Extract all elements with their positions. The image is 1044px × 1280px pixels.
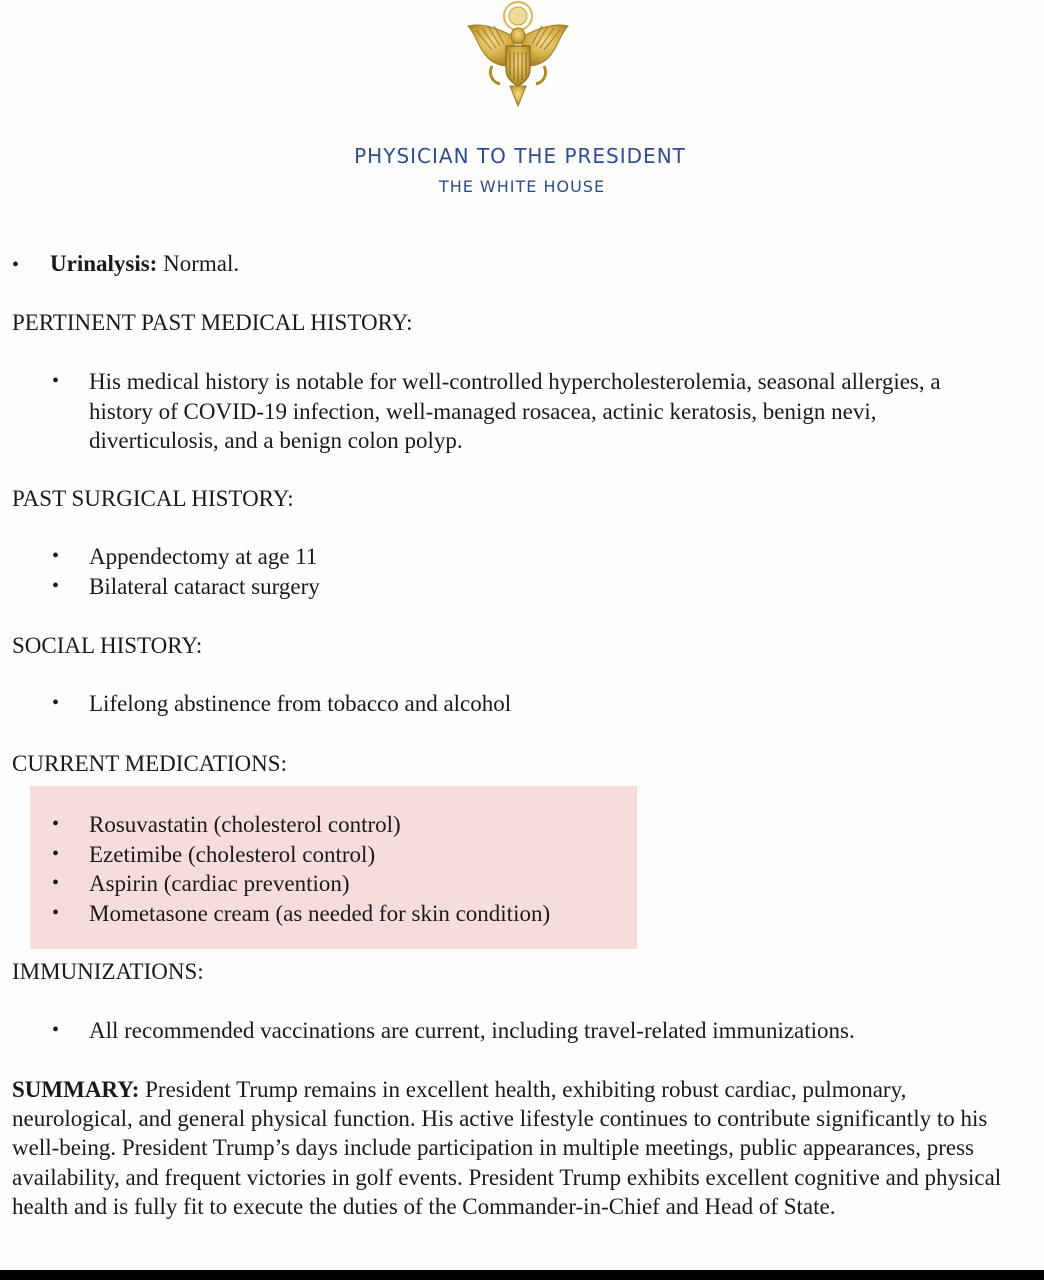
summary-paragraph bbox=[12, 1075, 1022, 1221]
summary-text: President Trump remains in excellent health, exhibiting robust cardiac, pulmonary, neurological, and general physical function. His active lifestyle continues to contribute significantly to his well-being. President Trump’s days include participation in multiple meetings, public appearances, press availability, and frequent victories in golf events. President Trump exhibits excellent cognitive and physical health and is fully fit to execute the duties of the Commander-in-Chief and Head of State. bbox=[12, 1077, 1002, 1219]
list-item: • Ezetimibe (cholesterol control) bbox=[52, 840, 652, 870]
list-item: • Aspirin (cardiac prevention) bbox=[52, 869, 652, 899]
urinalysis-value: Normal. bbox=[163, 251, 240, 276]
list-item: • His medical history is notable for well-controlled hypercholesterolemia, seasonal allergies, a history of COVID-19 infection, well-managed rosacea, actinic keratosis, benign nevi, diverticulosis, and a benign colon polyp. bbox=[52, 367, 942, 456]
bullet: • bbox=[12, 254, 20, 276]
bottom-border bbox=[0, 1270, 1044, 1280]
summary-label: SUMMARY: bbox=[12, 1077, 140, 1102]
list-item: • Appendectomy at age 11 bbox=[52, 542, 952, 572]
list-item: • Mometasone cream (as needed for skin condition) bbox=[52, 899, 652, 929]
current-medications-heading: CURRENT MEDICATIONS: bbox=[12, 751, 287, 776]
current-medications-list bbox=[52, 810, 652, 928]
immunizations-list bbox=[52, 1016, 1012, 1046]
past-medical-history-list bbox=[52, 367, 942, 456]
social-history-list bbox=[52, 689, 952, 719]
social-history-heading: SOCIAL HISTORY: bbox=[12, 633, 203, 658]
past-surgical-history-heading: PAST SURGICAL HISTORY: bbox=[12, 486, 294, 511]
list-item: • Lifelong abstinence from tobacco and alcohol bbox=[52, 689, 952, 719]
list-item: • Rosuvastatin (cholesterol control) bbox=[52, 810, 652, 840]
past-medical-history-heading: PERTINENT PAST MEDICAL HISTORY: bbox=[12, 310, 413, 335]
urinalysis-label: Urinalysis: bbox=[50, 251, 158, 276]
letterhead-title: PHYSICIAN TO THE PRESIDENT bbox=[354, 144, 686, 168]
letterhead-subtitle: THE WHITE HOUSE bbox=[438, 177, 606, 196]
immunizations-heading: IMMUNIZATIONS: bbox=[12, 959, 204, 984]
urinalysis-line bbox=[12, 249, 239, 280]
presidential-seal-icon bbox=[462, 0, 574, 110]
list-item: • Bilateral cataract surgery bbox=[52, 572, 952, 602]
past-surgical-history-list bbox=[52, 542, 952, 601]
list-item: • All recommended vaccinations are current, including travel-related immunizations. bbox=[52, 1016, 1012, 1046]
